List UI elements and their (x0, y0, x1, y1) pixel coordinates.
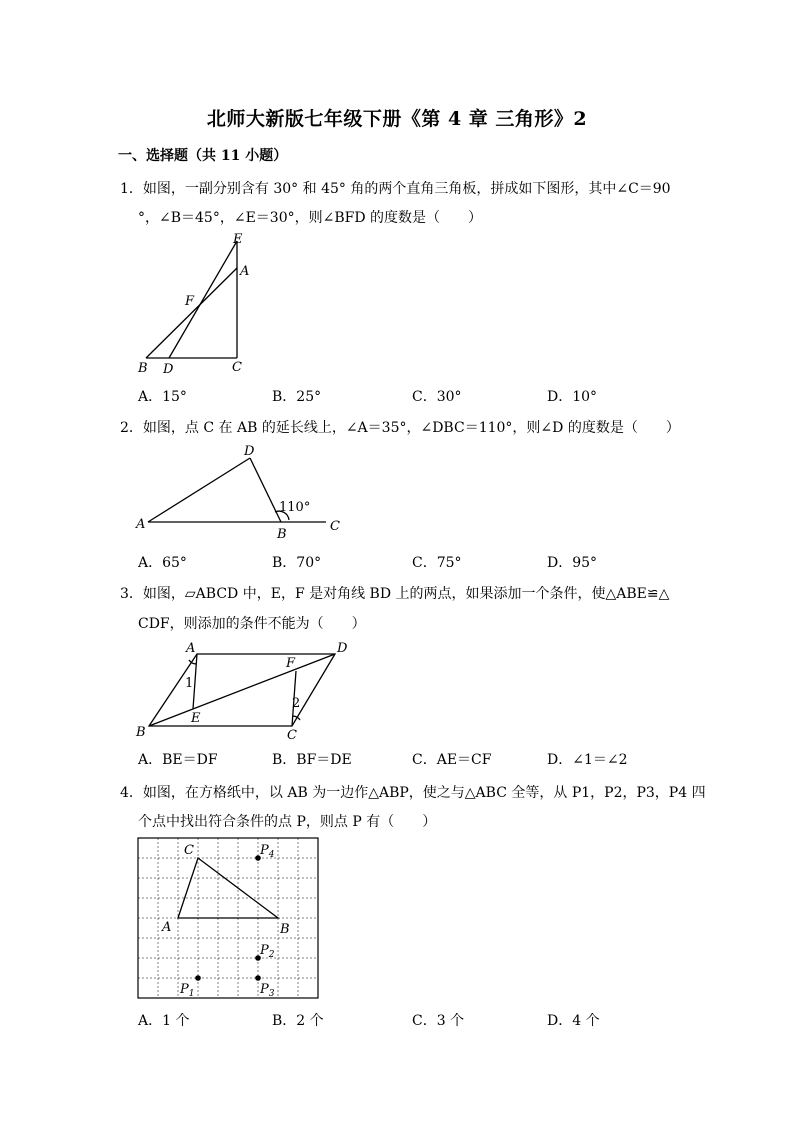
q3-option-a[interactable]: A．BE＝DF (138, 752, 218, 768)
label-D: D (163, 362, 174, 377)
question-1-figure (130, 228, 260, 378)
label-D: D (244, 444, 255, 459)
label-C: C (287, 728, 297, 743)
q2-option-b[interactable]: B．70° (272, 555, 322, 571)
line-AD (148, 458, 250, 522)
question-3-text: 3．如图，▱ABCD 中，E，F 是对角线 BD 上的两点，如果添加一个条件，使△ABE≌△ (120, 586, 670, 602)
label-E: E (233, 232, 243, 247)
q2-option-a[interactable]: A．65° (138, 555, 187, 571)
label-P2: $P_2$ (260, 943, 275, 960)
angle-mark-1: 1 (185, 676, 194, 691)
label-B: B (138, 361, 148, 376)
question-3-text-cont: CDF，则添加的条件不能为（ ） (138, 616, 366, 632)
point-P1-dot (195, 975, 201, 981)
label-F: F (185, 294, 195, 309)
angle-mark-2: 2 (292, 696, 301, 711)
label-A: A (136, 517, 146, 532)
question-4-text-cont: 个点中找出符合条件的点 P，则点 P 有（ ） (138, 814, 437, 830)
q1-option-a[interactable]: A．15° (138, 389, 187, 405)
q3-option-c[interactable]: C．AE＝CF (412, 752, 492, 768)
question-2-figure (130, 440, 360, 545)
q4-option-a[interactable]: A．1 个 (138, 1013, 190, 1029)
line-DE (169, 241, 237, 358)
label-A: A (186, 641, 196, 656)
line-BA (146, 268, 237, 358)
question-1-text-cont: °，∠B＝45°，∠E＝30°，则∠BFD 的度数是（ ） (138, 210, 483, 226)
triangle-ABC (178, 858, 278, 918)
segment-AE (193, 654, 197, 709)
question-4-text: 4．如图，在方格纸中，以 AB 为一边作△ABP，使之与△ABC 全等，从 P1，P2，P3，P4 四 (120, 785, 706, 801)
label-B: B (136, 725, 146, 740)
q4-option-c[interactable]: C．3 个 (412, 1013, 465, 1029)
section-heading: 一、选择题（共 11 小题） (118, 148, 288, 164)
q1-option-b[interactable]: B．25° (272, 389, 322, 405)
label-B: B (277, 527, 287, 542)
label-D: D (337, 641, 348, 656)
q1-option-c[interactable]: C．30° (412, 389, 462, 405)
label-E: E (191, 711, 201, 726)
q2-option-d[interactable]: D．95° (547, 555, 598, 571)
point-P3-dot (255, 975, 261, 981)
q2-option-c[interactable]: C．75° (412, 555, 462, 571)
label-P1: $P_1$ (180, 982, 195, 999)
label-A: A (162, 920, 172, 935)
label-C: C (232, 360, 242, 375)
label-B: B (280, 922, 290, 937)
question-4-grid-figure (137, 837, 321, 1001)
question-2-text: 2．如图，点 C 在 AB 的延长线上，∠A＝35°，∠DBC＝110°，则∠D 的度数是（ ） (120, 420, 680, 436)
q4-option-b[interactable]: B．2 个 (272, 1013, 324, 1029)
page-title: 北师大新版七年级下册《第 4 章 三角形》2 (206, 108, 588, 130)
diagonal-BD (149, 654, 335, 726)
label-P3: $P_3$ (260, 982, 275, 999)
line-DB (250, 458, 281, 522)
q3-option-b[interactable]: B．BF＝DE (272, 752, 352, 768)
question-1-text: 1．如图，一副分别含有 30° 和 45° 角的两个直角三角板，拼成如下图形，其中∠C＝90 (120, 181, 671, 197)
label-P4: $P_4$ (260, 843, 275, 860)
label-F: F (286, 656, 296, 671)
q4-option-d[interactable]: D．4 个 (547, 1013, 600, 1029)
angle-label-110: 110° (279, 500, 311, 515)
q1-option-d[interactable]: D．10° (547, 389, 598, 405)
label-A: A (240, 264, 250, 279)
label-C: C (184, 843, 194, 858)
question-3-figure (130, 636, 360, 746)
label-C: C (330, 519, 340, 534)
q3-option-d[interactable]: D．∠1＝∠2 (547, 752, 628, 768)
